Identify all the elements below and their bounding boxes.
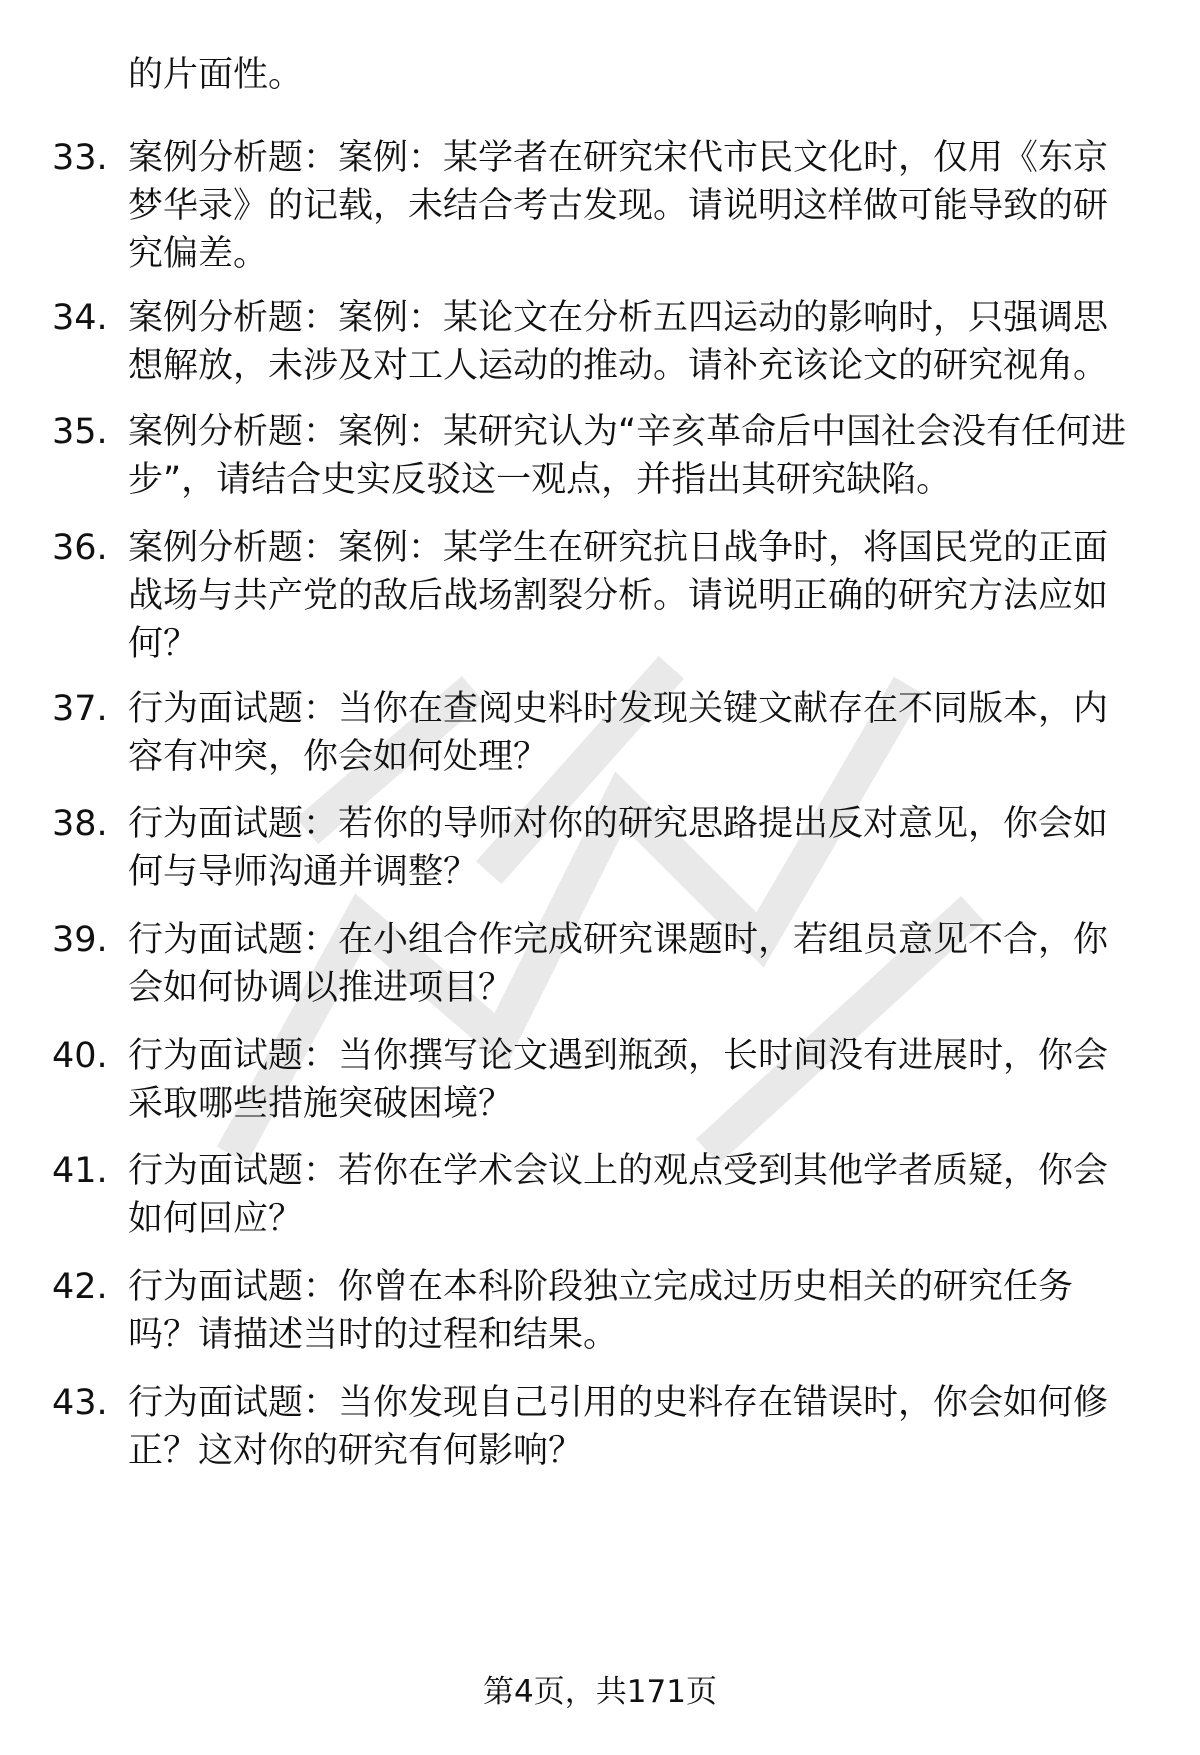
continuation-text: 的片面性。 xyxy=(128,55,304,95)
question-text: 行为面试题：当你在查阅史料时发现关键文献存在不同版本，内容有冲突，你会如何处理？ xyxy=(128,689,1109,777)
page-number-label: 第4页，共171页 xyxy=(483,1674,717,1710)
question-number: 40. xyxy=(52,1036,108,1076)
question-text: 行为面试题：当你撰写论文遇到瓶颈，长时间没有进展时，你会采取哪些措施突破困境？ xyxy=(128,1036,1109,1124)
question-text: 行为面试题：当你发现自己引用的史料存在错误时，你会如何修正？这对你的研究有何影响？ xyxy=(128,1383,1109,1471)
question-number: 39. xyxy=(52,920,108,960)
question-number: 37. xyxy=(52,689,108,729)
question-number: 42. xyxy=(52,1267,108,1307)
question-text: 案例分析题：案例：某学生在研究抗日战争时，将国民党的正面战场与共产党的敌后战场割裂分析。请说明正确的研究方法应如何？ xyxy=(128,528,1109,664)
question-text: 行为面试题：在小组合作完成研究课题时，若组员意见不合，你会如何协调以推进项目？ xyxy=(128,920,1109,1008)
question-number: 38. xyxy=(52,804,108,844)
question-number: 33. xyxy=(52,138,108,178)
page-footer xyxy=(0,1672,1200,1712)
question-number: 41. xyxy=(52,1151,108,1191)
question-number: 36. xyxy=(52,528,108,568)
question-text: 案例分析题：案例：某论文在分析五四运动的影响时，只强调思想解放，未涉及对工人运动的推动。请补充该论文的研究视角。 xyxy=(128,298,1109,386)
question-text: 行为面试题：若你在学术会议上的观点受到其他学者质疑，你会如何回应？ xyxy=(128,1151,1109,1239)
question-text: 案例分析题：案例：某学者在研究宋代市民文化时，仅用《东京梦华录》的记载，未结合考古发现。请说明这样做可能导致的研究偏差。 xyxy=(128,138,1109,274)
question-text: 行为面试题：你曾在本科阶段独立完成过历史相关的研究任务吗？请描述当时的过程和结果。 xyxy=(128,1267,1074,1355)
question-number: 34. xyxy=(52,298,108,338)
question-number: 35. xyxy=(52,412,108,452)
question-number: 43. xyxy=(52,1383,108,1423)
question-text: 行为面试题：若你的导师对你的研究思路提出反对意见，你会如何与导师沟通并调整？ xyxy=(128,804,1109,892)
question-text: 案例分析题：案例：某研究认为“辛亥革命后中国社会没有任何进步”，请结合史实反驳这一观点，并指出其研究缺陷。 xyxy=(128,412,1127,500)
